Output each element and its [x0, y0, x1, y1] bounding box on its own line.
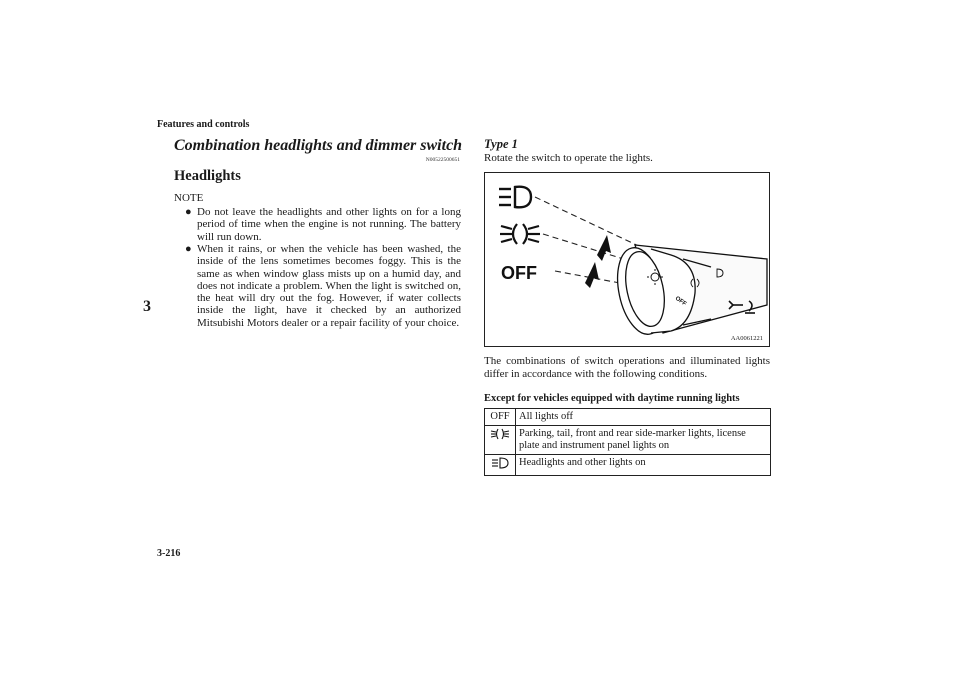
- off-label: OFF: [501, 263, 537, 283]
- description-cell: Headlights and other lights on: [516, 455, 771, 476]
- headlight-icon: [490, 457, 510, 469]
- switch-lever: [610, 243, 767, 338]
- section-header: Features and controls: [157, 119, 250, 130]
- knob-off-label: OFF: [673, 295, 688, 308]
- note-paragraph-1: Do not leave the headlights and other lights on for a long period of time when the engine is not running. The battery will run down.: [197, 206, 461, 243]
- arrow-icon: [585, 235, 611, 288]
- symbol-cell: [485, 455, 516, 476]
- page-number: 3-216: [157, 548, 181, 559]
- section-code: N00522500651: [425, 157, 460, 163]
- figure-code: AA0061221: [730, 335, 763, 342]
- description-cell: Parking, tail, front and rear side-marker lights, license plate and instrument panel lights on: [516, 426, 771, 455]
- parking-light-icon: [500, 224, 540, 244]
- symbol-cell: [485, 426, 516, 455]
- description-cell: All lights off: [516, 409, 771, 426]
- switch-illustration: [484, 172, 770, 347]
- lights-table: [484, 408, 771, 476]
- note-label: NOTE: [174, 192, 204, 204]
- page-title: Combination headlights and dimmer switch: [174, 137, 463, 154]
- bullet-icon: ●: [185, 206, 192, 218]
- type-description: Rotate the switch to operate the lights.: [484, 152, 653, 164]
- table-row: [485, 426, 771, 455]
- subheading: Headlights: [174, 168, 241, 184]
- parking-light-icon: [490, 428, 510, 440]
- chapter-tab: 3: [143, 298, 151, 315]
- except-heading: Except for vehicles equipped with daytime running lights: [484, 393, 740, 404]
- symbol-cell: OFF: [485, 409, 516, 426]
- combinations-text: The combinations of switch operations and illuminated lights differ in accordance with the following conditions.: [484, 355, 770, 380]
- note-paragraph-2: When it rains, or when the vehicle has been washed, the inside of the lens sometimes becomes foggy. This is the same as when window glass mists up on a humid day, and does not indicate a problem. When the light is switched on, the heat will dry out the fog. However, if water collects inside the light, have it checked by an authorized Mitsubishi Motors dealer or a repair facility of your choice.: [197, 243, 461, 329]
- headlight-icon: [499, 187, 531, 208]
- type-title: Type 1: [484, 137, 518, 151]
- table-row: [485, 455, 771, 476]
- table-row: [485, 409, 771, 426]
- bullet-icon: ●: [185, 243, 192, 255]
